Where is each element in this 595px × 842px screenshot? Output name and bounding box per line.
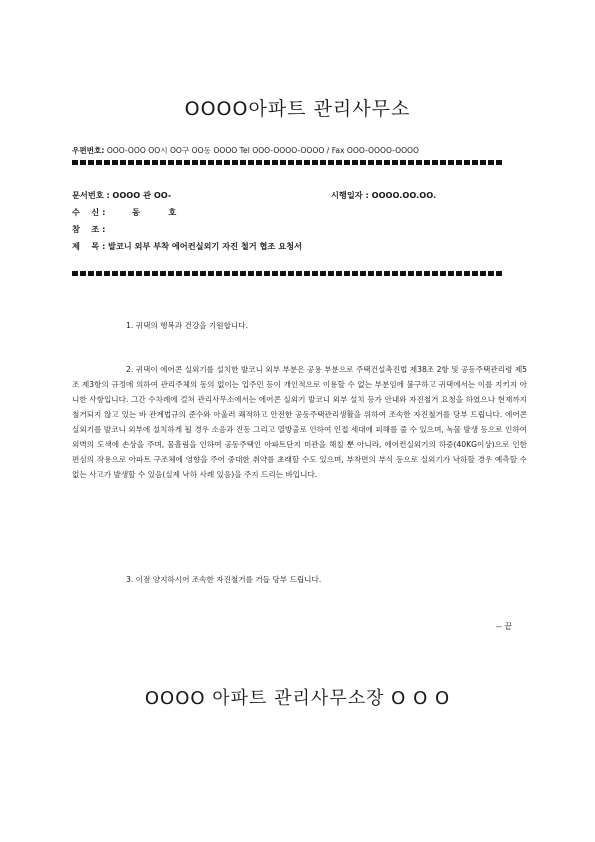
signature: OOOO 아파트 관리사무소장 O O O [144,688,451,709]
paragraph-1: 1. 귀댁의 행복과 건강을 기원합니다. [126,321,249,330]
paragraph-2: 2. 귀댁이 에어콘 실외기를 설치한 발코니 외부 부분은 공용 부분으로 주택건설촉진법 제38조 2항 및 공동주택관리령 제5조 제3항의 규정에 의하여 관리주체의 동의 없이는 입주민 등이 개인적으로 이용할 수 없는 부분임에 불구하고 귀댁에서는 이를 지키지 아니한 사항입니다. 그간 수차례에 걸쳐 관리사무소에서는 에어콘 실외기 발코니 외부 설치 등가 안내와 자진철거 요청을 하였으나 현재까지 철거되지 않고 있는 바 관계법규의 준수와 아울러 쾌적하고 안전한 공동주택관리생활을 위하여 조속한 자진철거를 당부 드립니다. 에어콘 실외기를 발코니 외부에 설치하게 될 경우 소음과 진동 그리고 열방출로 인하여 인접 세대에 피해를 줄 수 있으며, 녹물 발생 등으로 인하여 외벽의 도색에 손상을 주며, 물흘림을 인하여 공동주택인 아파트단지 미관을 해칠 뿐 아니라, 에어컨실외기의 하중(40KG이상)으로 인한 편심의 작용으로 아파트 구조체에 영향을 주어 중대한 취약를 초래할 수도 있으며, 부착면의 부식 등으로 실외기가 낙하할 경우 예측할 수 없는 사고가 발생할 수 있음(실제 낙하 사례 있음)을 주지 드리는 바입니다. [72,365,528,479]
end-mark: -- 끝 [496,622,513,631]
paragraph-3: 3. 이점 양지하시어 조속한 자진철거를 거듭 당부 드립니다. [126,575,322,584]
subject-row [72,241,532,252]
recipient-value: 동 호 [131,207,177,217]
recipient-row [72,207,532,218]
doc-number-row [72,190,532,201]
reference-row [72,224,532,235]
recipient-label: 수 신 : [72,207,106,217]
postal-code-label: 우편번호: [72,146,105,155]
address-line [72,145,532,156]
subject-label: 제 목 : [72,241,106,251]
subject-value: 발코니 외부 부착 에어컨실외기 자진 철거 협조 요청서 [107,241,302,251]
header-divider [72,160,504,165]
issue-date-value: OOOO.OO.OO. [371,190,437,200]
issue-date-label: 시행일자 : [331,190,369,200]
doc-number-value: OOOO 관 OO- [112,190,172,200]
issue-date [331,190,436,201]
address-contact-text: OOO-OOO OO시 OO구 OO동 OOOO Tel OOO-OOOO-OOOO / Fax OOO-OOOO-OOOO [106,146,419,155]
reference-label: 참 조 : [72,224,106,234]
body-divider [72,271,504,276]
organization-title: OOOO아파트 관리사무소 [184,98,411,120]
doc-number-label: 문서번호 : [72,190,110,200]
